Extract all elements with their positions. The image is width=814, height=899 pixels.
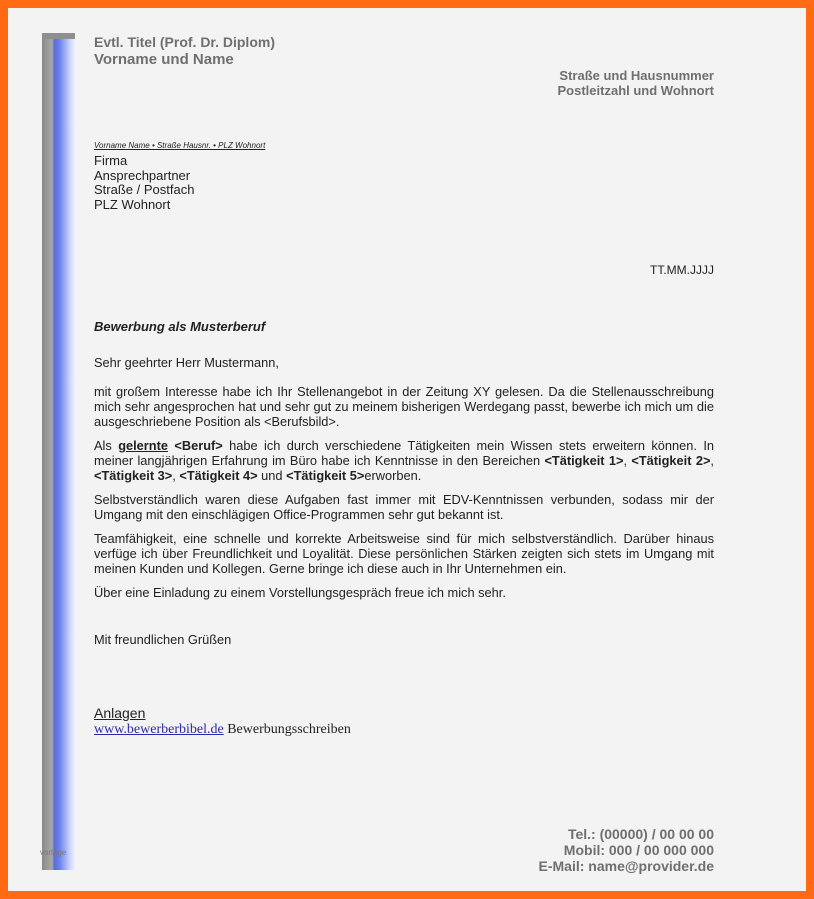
paragraph-skills: Teamfähigkeit, eine schnelle und korrekte Arbeitsweise sind für mich selbstverständlich. Darüber hinaus verfüge ich über Freundlichkeit und Loyalität. Diese persönlichen Stärken zeigten sich stets im Umgang mit meinen Kunden und Kollegen. Gerne bringe ich diese auch in Ihr Unternehmen ein. — [94, 531, 714, 576]
placeholder-taetigkeit: <Tätigkeit 2> — [631, 453, 711, 468]
text: und — [257, 468, 287, 483]
source-label: Bewerbungsschreiben — [223, 722, 351, 737]
recipient-line: Straße / Postfach — [94, 182, 195, 197]
placeholder-taetigkeit: <Tätigkeit 1> — [544, 453, 624, 468]
recipient-block — [94, 154, 194, 212]
sender-address — [558, 68, 714, 98]
text: , — [623, 453, 632, 468]
text: erworben. — [364, 468, 422, 483]
sender-city: Postleitzahl und Wohnort — [557, 83, 714, 98]
contact-block — [539, 826, 714, 874]
letter-date: TT.MM.JJJJ — [650, 263, 714, 277]
paragraph-edv: Selbstverständlich waren diese Aufgaben fast immer mit EDV-Kenntnissen verbunden, sodass mir der Umgang mit den einschlägigen Office-Programmen sehr gut bekannt ist. — [94, 492, 714, 522]
text: , — [172, 468, 180, 483]
recipient-line: PLZ Wohnort — [94, 196, 171, 212]
text: , — [710, 453, 714, 468]
contact-email: E-Mail: name@provider.de — [538, 858, 714, 874]
paragraph-intro: mit großem Interesse habe ich Ihr Stellenangebot in der Zeitung XY gelesen. Da die Stellenausschreibung mich sehr angesprochen hat und sehr gut zu meinem bisherigen Werdegang passt, bewerbe ich mich um die ausgeschriebene Position als <Berufsbild>. — [94, 384, 714, 429]
placeholder-taetigkeit: <Tätigkeit 4> — [179, 468, 258, 483]
placeholder-beruf: <Beruf> — [174, 438, 223, 453]
contact-mobile: Mobil: 000 / 00 000 000 — [563, 842, 714, 858]
letter-subject: Bewerbung als Musterberuf — [94, 319, 266, 334]
source-line — [94, 722, 351, 737]
paragraph-invitation: Über eine Einladung zu einem Vorstellungsgespräch freue ich mich sehr. — [94, 585, 506, 600]
attachments-heading: Anlagen — [94, 705, 146, 721]
side-bar-face — [42, 39, 75, 870]
sender-name: Vorname und Name — [94, 51, 234, 68]
recipient-line: Ansprechpartner — [94, 167, 191, 183]
text: Als — [94, 438, 119, 453]
recipient-line: Firma — [94, 153, 128, 168]
sender-title: Evtl. Titel (Prof. Dr. Diplom) — [94, 34, 275, 50]
text: habe ich durch verschiedene Tätigkeiten mein Wissen stets erweitern können. In meiner langjährigen Erfahrung im Büro habe ich Kenntnisse in den Bereichen — [94, 438, 714, 468]
letter-body — [94, 355, 714, 609]
letter-page — [8, 8, 806, 891]
placeholder-taetigkeit: <Tätigkeit 3> — [94, 468, 173, 483]
return-address-line: Vorname Name • Straße Hausnr. • PLZ Wohnort — [94, 141, 266, 150]
sender-street: Straße und Hausnummer — [559, 68, 714, 83]
paragraph-experience — [94, 438, 714, 483]
decorative-side-bar — [42, 33, 76, 870]
closing: Mit freundlichen Grüßen — [94, 632, 232, 647]
placeholder-taetigkeit: <Tätigkeit 5> — [286, 468, 365, 483]
watermark: vorlage — [40, 848, 67, 857]
highlight-gelernte: gelernte — [118, 438, 168, 453]
website-link[interactable]: www.bewerberbibel.de — [94, 722, 224, 737]
salutation: Sehr geehrter Herr Mustermann, — [94, 355, 279, 370]
contact-phone: Tel.: (00000) / 00 00 00 — [567, 826, 714, 842]
